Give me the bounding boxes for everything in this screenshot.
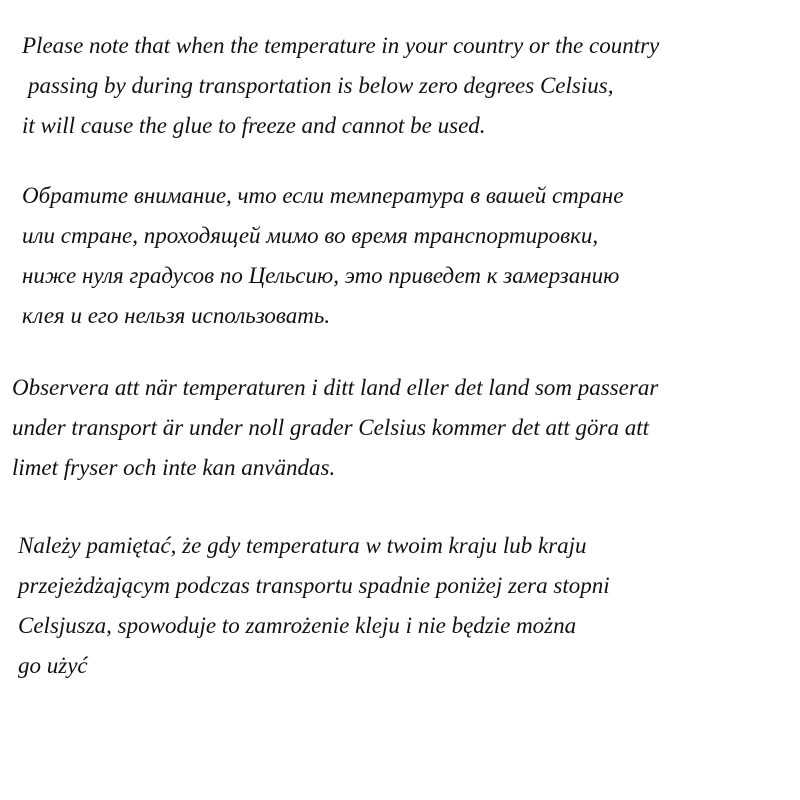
notice-polish-line: przejeżdżającym podczas transportu spadnie poniżej zera stopni xyxy=(18,573,610,598)
notice-russian-line: или стране, проходящей мимо во время транспортировки, xyxy=(22,223,599,248)
notice-swedish-line: Observera att när temperaturen i ditt land eller det land som passerar xyxy=(12,375,659,400)
notice-polish xyxy=(18,526,610,686)
notice-russian-line: Обратите внимание, что если температура в вашей стране xyxy=(22,183,624,208)
notice-russian xyxy=(22,176,623,336)
notice-english xyxy=(22,26,659,146)
notice-polish-line: Należy pamiętać, że gdy temperatura w twoim kraju lub kraju xyxy=(18,533,587,558)
notice-english-line: it will cause the glue to freeze and cannot be used. xyxy=(22,113,486,138)
notice-russian-line: ниже нуля градусов по Цельсию, это приведет к замерзанию xyxy=(22,263,620,288)
notice-swedish-line: limet fryser och inte kan användas. xyxy=(12,455,336,480)
notice-english-line: Please note that when the temperature in your country or the country xyxy=(22,33,660,58)
notice-polish-line: go użyć xyxy=(18,653,88,678)
notice-swedish-line: under transport är under noll grader Celsius kommer det att göra att xyxy=(12,415,649,440)
notice-polish-line: Celsjusza, spowoduje to zamrożenie kleju i nie będzie można xyxy=(18,613,577,638)
notice-russian-line: клея и его нельзя использовать. xyxy=(22,303,331,328)
notice-english-line: passing by during transportation is below zero degrees Celsius, xyxy=(28,73,614,98)
notice-swedish xyxy=(12,368,658,488)
